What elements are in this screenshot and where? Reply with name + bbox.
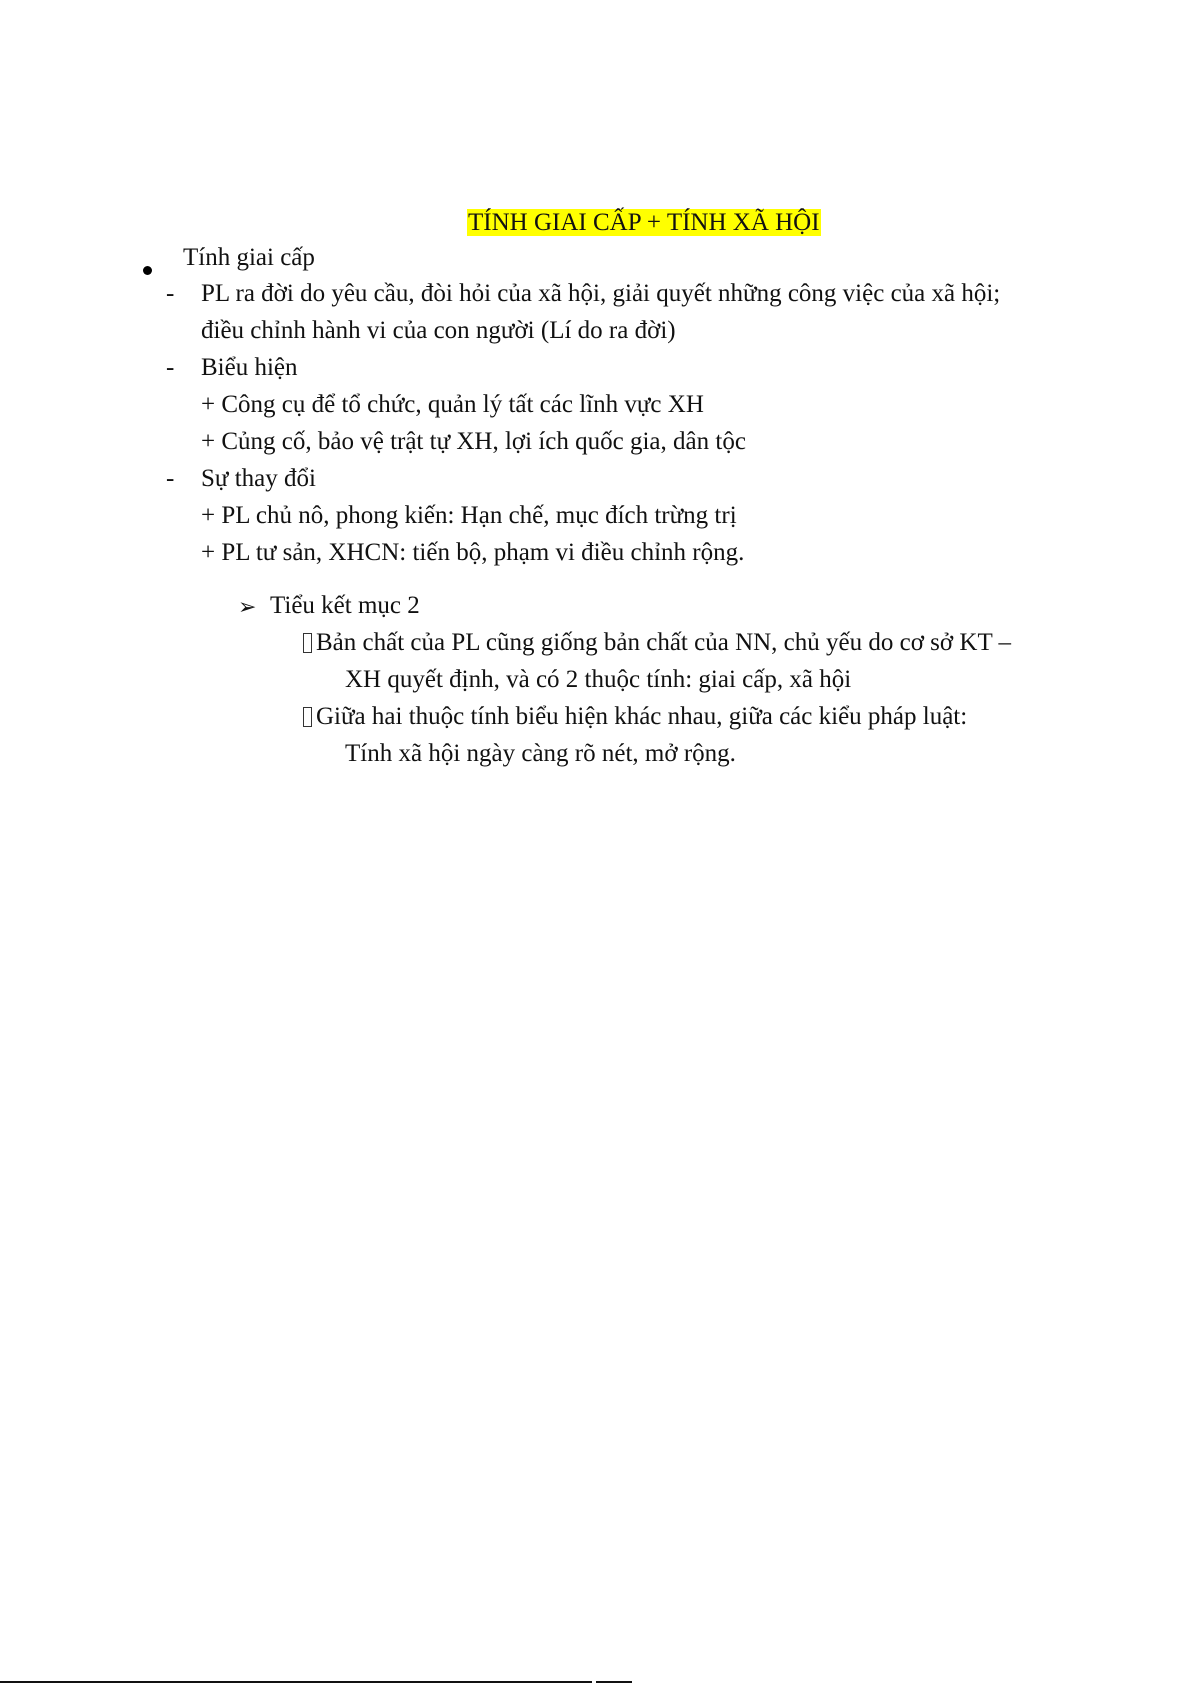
- item2-sub1: + Công cụ để tổ chức, quản lý tất các lĩnh vực XH: [201, 391, 704, 418]
- item2-sub2: + Củng cố, bảo vệ trật tự XH, lợi ích quốc gia, dân tộc: [201, 428, 746, 455]
- arrow-bullet-icon: ➢: [238, 594, 257, 619]
- missing-glyph-icon: [303, 633, 312, 653]
- summary2-line1: Giữa hai thuộc tính biểu hiện khác nhau, giữa các kiểu pháp luật:: [316, 703, 968, 730]
- summary2-line2: Tính xã hội ngày càng rõ nét, mở rộng.: [345, 740, 736, 767]
- dash-marker: -: [166, 280, 175, 307]
- dash-marker: -: [166, 465, 175, 492]
- footer-rule-segment: [596, 1681, 632, 1683]
- section-heading: Tính giai cấp: [183, 244, 315, 271]
- footer-rule: [0, 1681, 592, 1683]
- item3-sub2: + PL tư sản, XHCN: tiến bộ, phạm vi điều chỉnh rộng.: [201, 539, 745, 566]
- summary-heading: Tiểu kết mục 2: [270, 592, 420, 619]
- summary1-line1: Bản chất của PL cũng giống bản chất của NN, chủ yếu do cơ sở KT –: [316, 629, 1012, 656]
- missing-glyph-icon: [303, 707, 312, 727]
- item2-heading: Biểu hiện: [201, 354, 298, 381]
- bullet-dot-icon: [143, 266, 152, 275]
- title-highlight: TÍNH GIAI CẤP + TÍNH XÃ HỘI: [468, 209, 820, 236]
- item1-line1: PL ra đời do yêu cầu, đòi hỏi của xã hội, giải quyết những công việc của xã hội;: [201, 280, 1001, 307]
- item3-heading: Sự thay đổi: [201, 465, 316, 492]
- document-title: [467, 207, 821, 239]
- item3-sub1: + PL chủ nô, phong kiến: Hạn chế, mục đích trừng trị: [201, 502, 737, 529]
- dash-marker: -: [166, 354, 175, 381]
- item1-line2: điều chỉnh hành vi của con người (Lí do ra đời): [201, 317, 676, 344]
- summary1-line2: XH quyết định, và có 2 thuộc tính: giai cấp, xã hội: [345, 666, 852, 693]
